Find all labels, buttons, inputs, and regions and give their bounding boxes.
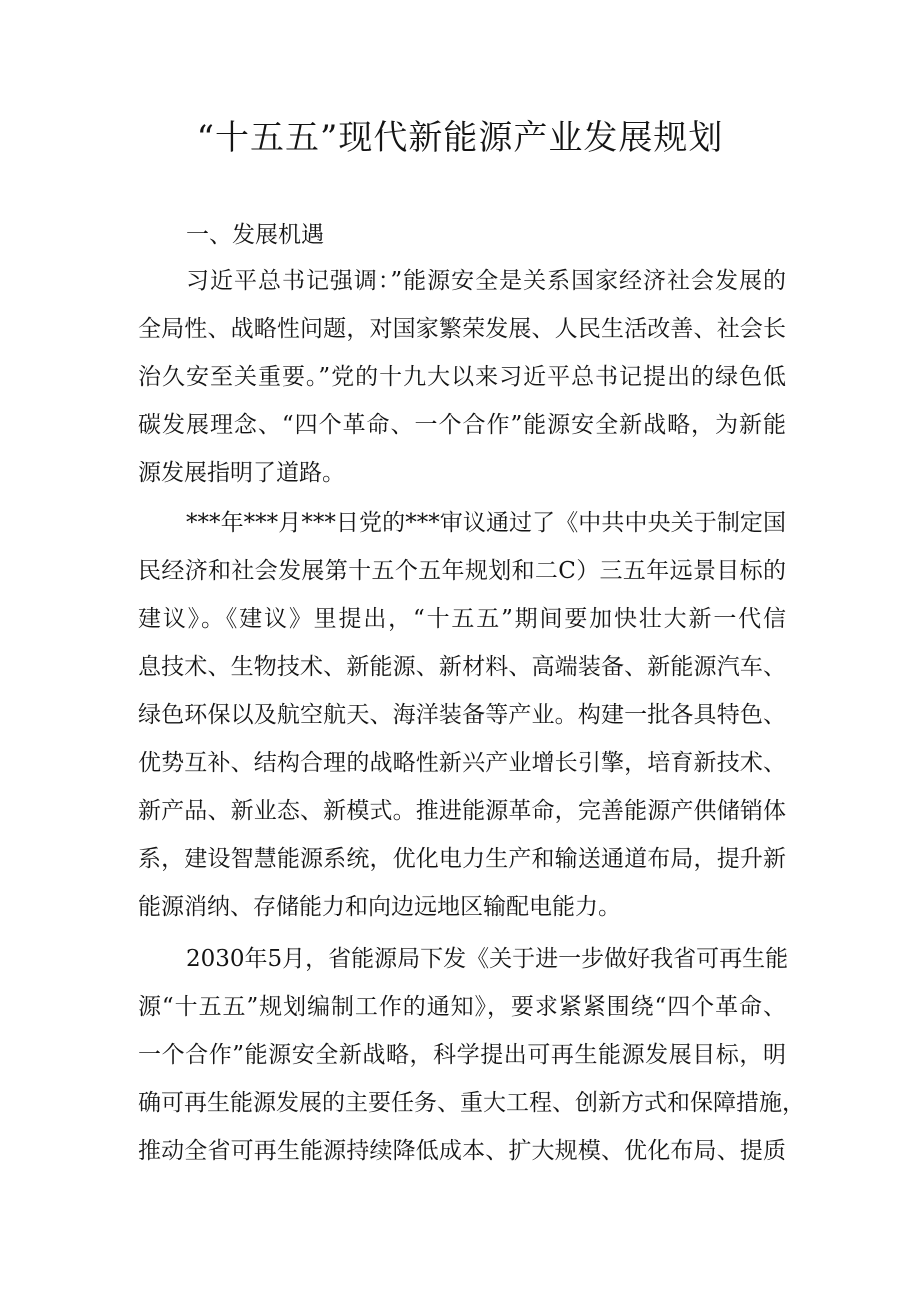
paragraph-1-line-5: 源发展指明了道路。 [138, 460, 345, 486]
paragraph-2-line-1: ***年***月***日党的***审议通过了《中共中央关于制定国 [186, 510, 786, 536]
paragraph-3-line-2: 源“十五五”规划编制工作的通知》，要求紧紧围绕“四个革命、 [138, 994, 786, 1020]
paragraph-3-line-3: 一个合作”能源安全新战略，科学提出可再生能源发展目标，明 [138, 1042, 786, 1068]
paragraph-1-line-2: 全局性、战略性问题，对国家繁荣发展、人民生活改善、社会长 [138, 316, 786, 342]
document-title: “十五五”现代新能源产业发展规划 [196, 118, 724, 158]
paragraph-3-line-5: 推动全省可再生能源持续降低成本、扩大规模、优化布局、提质 [138, 1138, 786, 1164]
paragraph-1-line-3: 治久安至关重要。”党的十九大以来习近平总书记提出的绿色低 [138, 364, 786, 390]
paragraph-2-line-8: 系，建设智慧能源系统，优化电力生产和输送通道布局，提升新 [138, 846, 786, 872]
paragraph-2-line-4: 息技术、生物技术、新能源、新材料、高端装备、新能源汽车、 [138, 654, 786, 680]
paragraph-2-line-9: 能源消纳、存储能力和向边远地区输配电能力。 [138, 894, 621, 920]
paragraph-2-line-5: 绿色环保以及航空航天、海洋装备等产业。构建一批各具特色、 [138, 702, 786, 728]
paragraph-1-line-4: 碳发展理念、“四个革命、一个合作”能源安全新战略，为新能 [138, 412, 786, 438]
paragraph-3-line-4: 确可再生能源发展的主要任务、重大工程、创新方式和保障措施， [138, 1090, 805, 1116]
paragraph-2-line-2: 民经济和社会发展第十五个五年规划和二C）三五年远景目标的 [138, 558, 786, 584]
paragraph-2-line-7: 新产品、新业态、新模式。推进能源革命，完善能源产供储销体 [138, 798, 786, 824]
paragraph-2-line-6: 优势互补、结构合理的战略性新兴产业增长引擎，培育新技术、 [138, 750, 786, 776]
paragraph-2-line-3: 建议》。《建议》里提出，“十五五”期间要加快壮大新一代信 [138, 606, 786, 632]
section-heading: 一、发展机遇 [186, 222, 324, 248]
paragraph-3-line-1: 2030年5月，省能源局下发《关于进一步做好我省可再生能 [186, 946, 789, 972]
paragraph-1-line-1: 习近平总书记强调：”能源安全是关系国家经济社会发展的 [186, 268, 786, 294]
